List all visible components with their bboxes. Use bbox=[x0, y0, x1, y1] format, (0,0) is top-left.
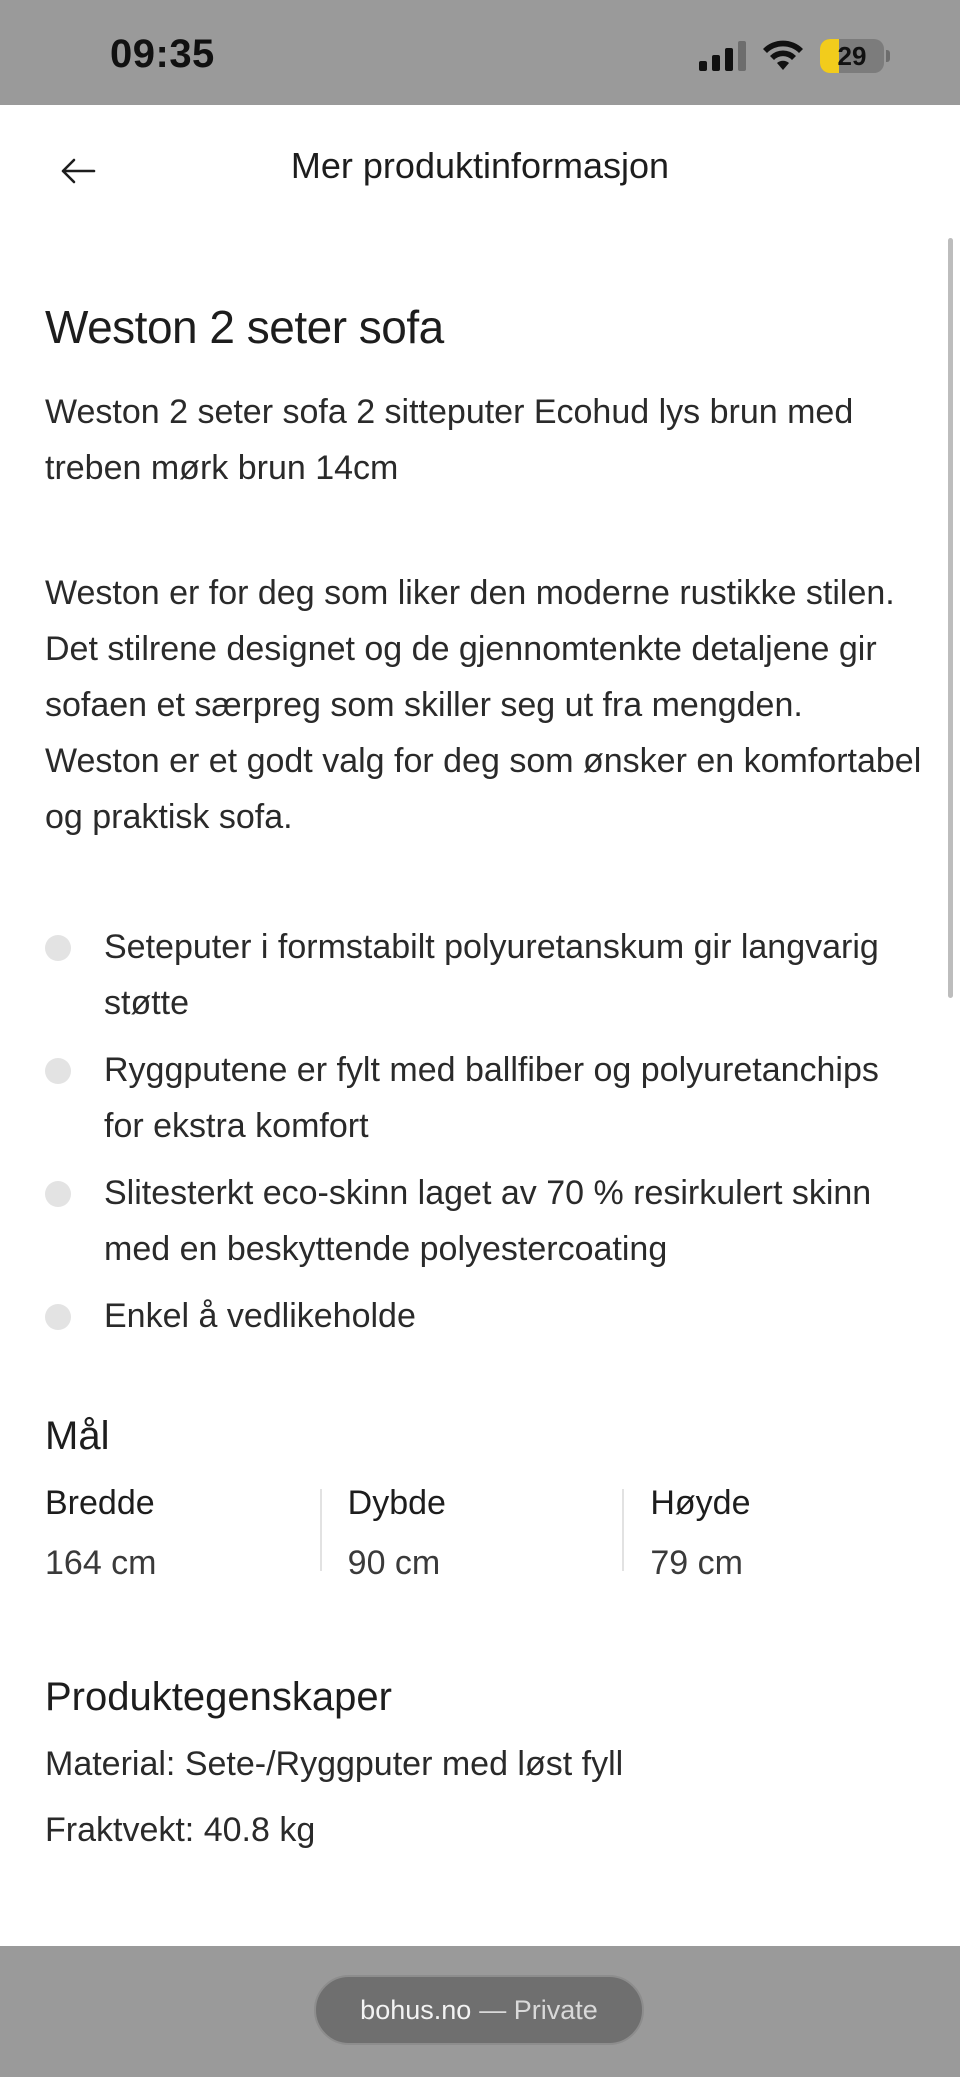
page-title: Mer produktinformasjon bbox=[290, 145, 670, 186]
property-material: Material: Sete-/Ryggputer med løst fyll bbox=[45, 1745, 624, 1783]
address-bar[interactable] bbox=[314, 1975, 644, 2045]
battery-tip bbox=[886, 50, 890, 62]
feature-list bbox=[45, 919, 925, 1344]
measure-label: Bredde bbox=[45, 1484, 155, 1522]
bullet-icon bbox=[45, 1058, 71, 1084]
browser-bottom-bar bbox=[0, 1946, 960, 2077]
page-header bbox=[0, 105, 960, 230]
feature-text: Enkel å vedlikeholde bbox=[104, 1297, 416, 1335]
product-name: Weston 2 seter sofa bbox=[45, 301, 444, 353]
feature-item bbox=[45, 919, 925, 1031]
measure-value: 90 cm bbox=[347, 1544, 441, 1582]
bullet-icon bbox=[45, 935, 71, 961]
feature-text: Seteputer i formstabilt polyuretanskum gir langvarig støtte bbox=[104, 928, 879, 1022]
measures-row bbox=[45, 1481, 925, 1585]
measure-label: Dybde bbox=[347, 1484, 446, 1522]
battery-icon bbox=[820, 39, 884, 73]
measures-title: Mål bbox=[45, 1414, 110, 1458]
battery-level: 29 bbox=[837, 41, 867, 71]
measure-value: 79 cm bbox=[650, 1544, 743, 1582]
status-indicators bbox=[699, 36, 890, 76]
product-info-content bbox=[45, 300, 925, 1852]
status-bar bbox=[0, 0, 960, 105]
feature-text: Slitesterkt eco-skinn laget av 70 % resirkulert skinn med en beskyttende polyestercoating bbox=[104, 1174, 872, 1268]
bullet-icon bbox=[45, 1304, 71, 1330]
product-subtitle: Weston 2 seter sofa 2 sitteputer Ecohud lys brun med treben mørk brun 14cm bbox=[45, 393, 854, 487]
feature-item bbox=[45, 1288, 925, 1344]
feature-text: Ryggputene er fylt med ballfiber og polyuretanchips for ekstra komfort bbox=[104, 1051, 879, 1145]
cellular-signal-icon bbox=[699, 41, 746, 71]
bullet-icon bbox=[45, 1181, 71, 1207]
product-description: Weston er for deg som liker den moderne rustikke stilen. Det stilrene designet og de gjennomtenkte detaljene gir sofaen et særpreg som skiller seg ut fra mengden. Weston er et godt valg for deg som ønsker en komfortabel og praktisk sofa. bbox=[45, 574, 922, 836]
scrollbar[interactable] bbox=[948, 238, 953, 998]
measure-width bbox=[45, 1481, 320, 1585]
status-time: 09:35 bbox=[110, 32, 215, 76]
feature-item bbox=[45, 1042, 925, 1154]
properties-title: Produktegenskaper bbox=[45, 1675, 392, 1719]
property-shipping-weight: Fraktvekt: 40.8 kg bbox=[45, 1811, 316, 1849]
measure-height bbox=[622, 1481, 925, 1585]
measure-value: 164 cm bbox=[45, 1544, 157, 1582]
feature-item bbox=[45, 1165, 925, 1277]
address-domain: bohus.no bbox=[360, 1994, 472, 2025]
measure-label: Høyde bbox=[650, 1484, 751, 1522]
private-mode-label: — Private bbox=[479, 1994, 598, 2025]
measure-depth bbox=[320, 1481, 623, 1585]
wifi-icon bbox=[762, 40, 804, 72]
